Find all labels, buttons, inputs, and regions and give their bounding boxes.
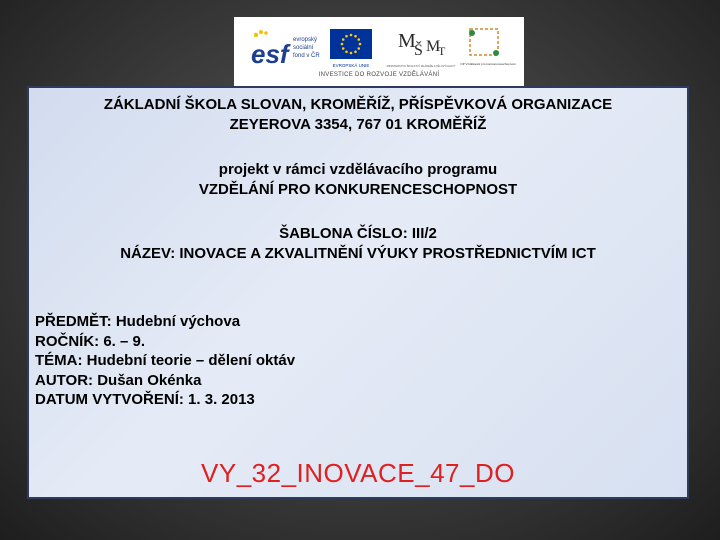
eu-star-icon: [357, 47, 360, 50]
svg-text:T: T: [438, 44, 446, 58]
eu-star-icon: [345, 50, 348, 53]
detail-grade: ROČNÍK: 6. – 9.: [35, 332, 146, 350]
svg-text:M: M: [398, 30, 416, 52]
eu-star-icon: [350, 34, 353, 37]
template-title: NÁZEV: INOVACE A ZKVALITNĚNÍ VÝUKY PROSTŘEDNICTVÍM ICT: [120, 245, 596, 262]
detail-date: DATUM VYTVOŘENÍ: 1. 3. 2013: [35, 391, 255, 408]
eu-star-icon: [341, 43, 344, 46]
eu-star-icon: [357, 38, 360, 41]
eu-star-icon: [342, 38, 345, 41]
template-number: ŠABLONA ČÍSLO: III/2: [279, 225, 437, 242]
material-code: VY_32_INOVACE_47_DO: [201, 458, 515, 488]
detail-topic: TÉMA: Hudební teorie – dělení oktáv: [35, 352, 296, 369]
op-label: OP Vzdělávání pro konkurenceschopnost: [460, 62, 516, 66]
detail-subject: PŘEDMĚT: Hudební výchova: [35, 313, 241, 330]
strip-caption: INVESTICE DO ROZVOJE VZDĚLÁVÁNÍ: [318, 72, 440, 78]
esf-side-1: evropský: [293, 37, 318, 43]
school-name: ZÁKLADNÍ ŠKOLA SLOVAN, KROMĚŘÍŽ, PŘÍSPĚVKOVÁ ORGANIZACE: [103, 96, 613, 113]
esf-logo-text: esf: [251, 39, 289, 69]
eu-label: EVROPSKÁ UNIE: [332, 63, 370, 68]
op-vk-logo: [460, 25, 516, 73]
eu-star-icon: [350, 52, 353, 55]
esf-side-2: sociální: [293, 45, 314, 51]
eu-star-icon: [359, 43, 362, 46]
logo-strip: [234, 17, 524, 87]
eu-star-icon: [354, 50, 357, 53]
school-address: ZEYEROVA 3354, 767 01 KROMĚŘÍŽ: [229, 116, 487, 133]
esf-logo: [250, 27, 320, 71]
eu-star-icon: [345, 35, 348, 38]
svg-text:M: M: [426, 38, 441, 55]
esf-side-3: fond v ČR: [293, 53, 320, 59]
project-intro: projekt v rámci vzdělávacího programu: [218, 161, 498, 178]
eu-flag-logo: [328, 27, 374, 71]
msmt-logo: [386, 25, 456, 71]
eu-star-icon: [342, 47, 345, 50]
title-slide-content: [27, 86, 689, 499]
project-program: VZDĚLÁNÍ PRO KONKURENCESCHOPNOST: [198, 181, 518, 198]
eu-star-icon: [354, 35, 357, 38]
svg-text:Š: Š: [414, 42, 423, 59]
msmt-label: MINISTERSTVO ŠKOLSTVÍ, MLÁDEŽE A TĚLOVÝCHOVY: [386, 65, 456, 68]
detail-author: AUTOR: Dušan Okénka: [35, 371, 202, 389]
